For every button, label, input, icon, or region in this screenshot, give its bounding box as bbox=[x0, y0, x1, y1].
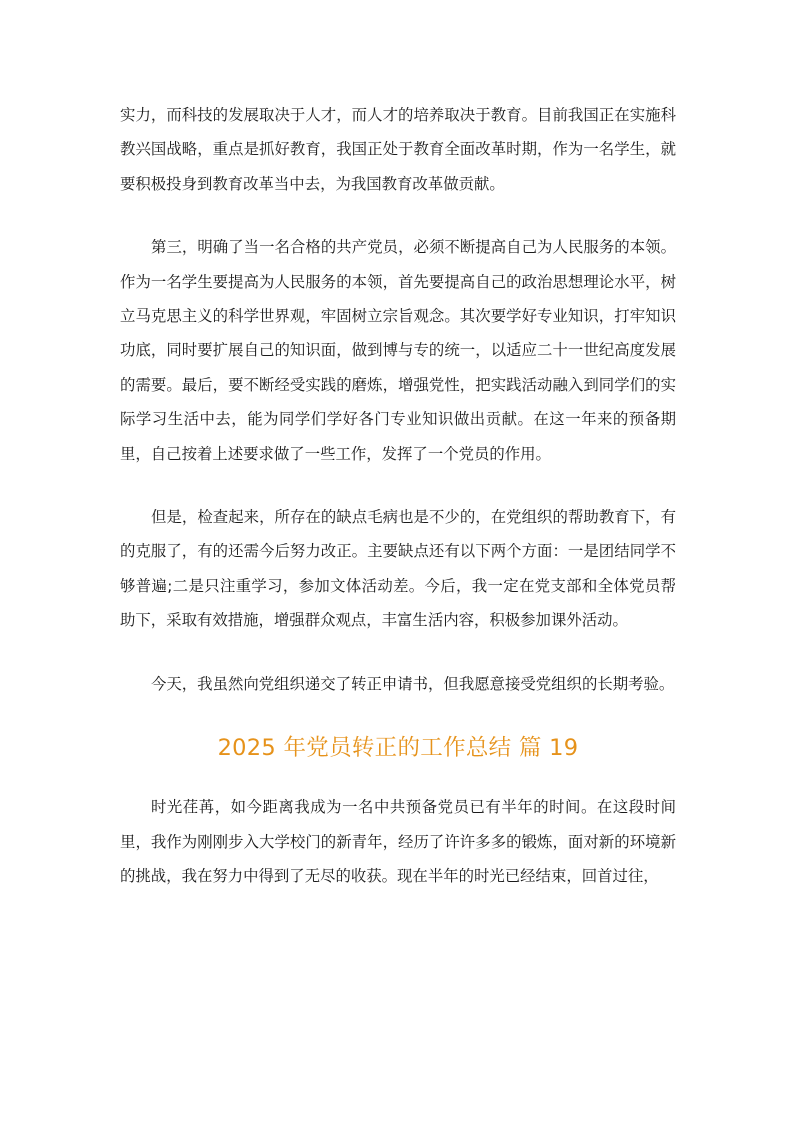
paragraph-continuation: 实力，而科技的发展取决于人才，而人才的培养取决于教育。目前我国正在实施科教兴国战略，重点是抓好教育，我国正处于教育全面改革时期，作为一名学生，就要积极投身到教育改革当中去，为我国教育改革做贡献。 bbox=[120, 106, 676, 193]
paragraph-section-intro: 时光荏苒，如今距离我成为一名中共预备党员已有半年的时间。在这段时间里，我作为刚刚步入大学校门的新青年，经历了许许多多的锻炼，面对新的环境新的挑战，我在努力中得到了无尽的收获。现在半年的时光已经结束，回首过往， bbox=[120, 798, 676, 885]
section-heading: 2025 年党员转正的工作总结 篇 19 bbox=[217, 735, 579, 762]
paragraph-third-point: 第三，明确了当一名合格的共产党员，必须不断提高自己为人民服务的本领。作为一名学生要提高为人民服务的本领，首先要提高自己的政治思想理论水平，树立马克思主义的科学世界观，牢固树立宗旨观念。其次要学好专业知识，打牢知识功底，同时要扩展自己的知识面，做到博与专的统一，以适应二十一世纪高度发展的需要。最后，要不断经受实践的磨炼，增强党性，把实践活动融入到同学们的实际学习生活中去，能为同学们学好各门专业知识做出贡献。在这一年来的预备期里，自己按着上述要求做了一些工作，发挥了一个党员的作用。 bbox=[120, 238, 676, 463]
paragraph-closing: 今天，我虽然向党组织递交了转正申请书，但我愿意接受党组织的长期考验。 bbox=[151, 674, 675, 693]
document-page bbox=[120, 98, 676, 922]
paragraph-shortcomings: 但是，检查起来，所存在的缺点毛病也是不少的，在党组织的帮助教育下，有的克服了，有的还需今后努力改正。主要缺点还有以下两个方面：一是团结同学不够普遍;二是只注重学习，参加文体活动差。今后，我一定在党支部和全体党员帮助下，采取有效措施，增强群众观点，丰富生活内容，积极参加课外活动。 bbox=[120, 508, 676, 630]
